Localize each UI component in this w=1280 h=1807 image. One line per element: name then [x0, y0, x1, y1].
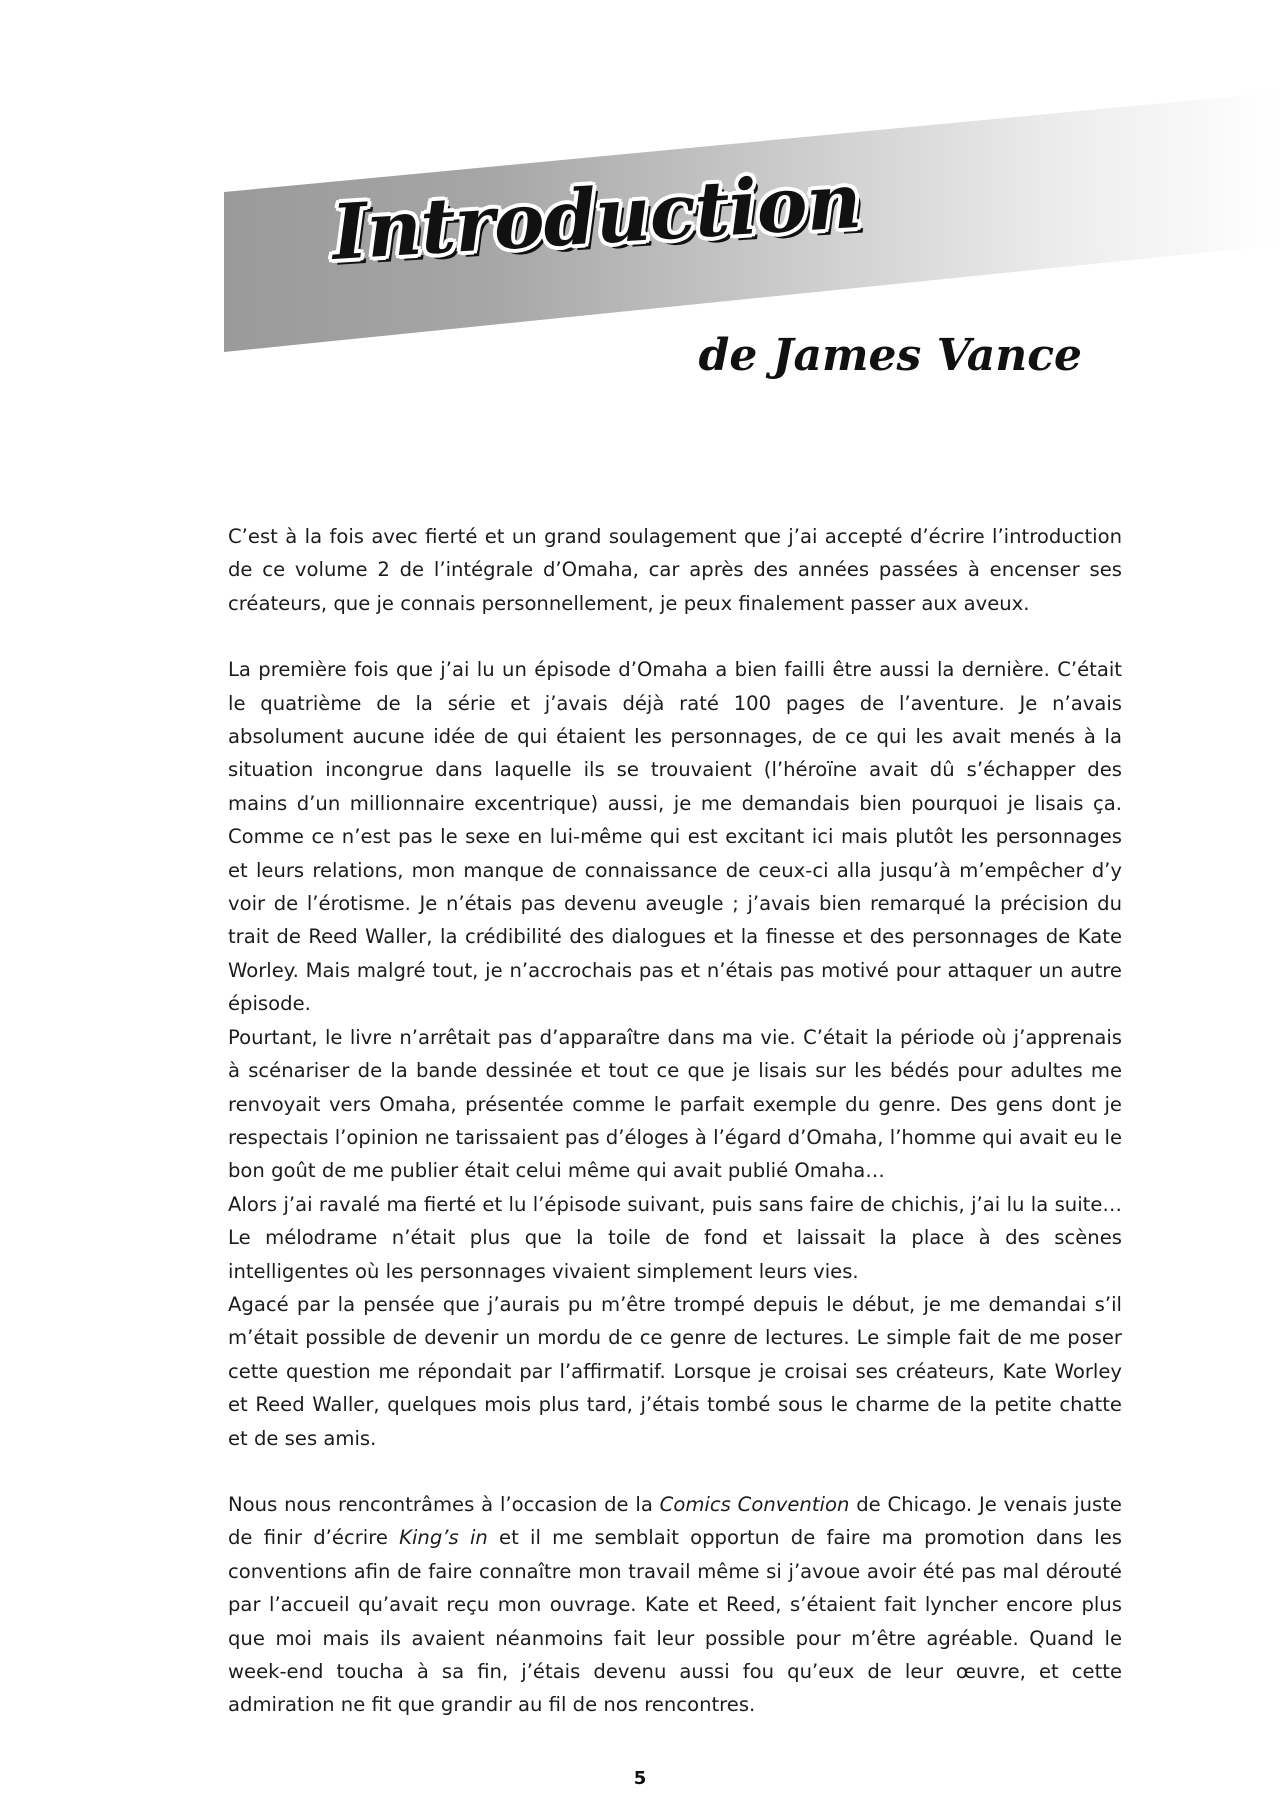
paragraph	[228, 520, 1122, 620]
paragraph-text: de Chicago. Je venais juste de finir d’écrire	[228, 1492, 1122, 1550]
page-number: 5	[633, 1768, 647, 1789]
paragraph	[228, 1288, 1122, 1455]
paragraph	[228, 653, 1122, 1020]
title-banner	[0, 0, 1280, 420]
author-byline: de James Vance	[698, 330, 1082, 381]
paragraph	[228, 1021, 1122, 1188]
paragraph-text: Alors j’ai ravalé ma fierté et lu l’épisode suivant, puis sans faire de chichis, j’ai lu la suite… Le mélodrame n’était plus que la toile de fond et laissait la place à des scènes intelligentes où les personnages vivaient simplement leurs vies.	[228, 1192, 1122, 1283]
paragraph-text: Agacé par la pensée que j’aurais pu m’être trompé depuis le début, je me demandai s’il m’était possible de devenir un mordu de ce genre de lectures. Le simple fait de me poser cette question me répondait par l’affirmatif. Lorsque je croisai ses créateurs, Kate Worley et Reed Waller, quelques mois plus tard, j’étais tombé sous le charme de la petite chatte et de ses amis.	[228, 1292, 1122, 1450]
paragraph-text: Nous nous rencontrâmes à l’occasion de la	[228, 1492, 660, 1516]
italic-title: Comics Convention	[659, 1492, 850, 1516]
paragraph	[228, 1488, 1122, 1722]
italic-title: King’s in	[399, 1526, 488, 1550]
chapter-title: Introduction	[329, 155, 863, 277]
paragraph	[228, 1188, 1122, 1288]
paragraph-text: C’est à la fois avec fierté et un grand soulagement que j’ai accepté d’écrire l’introduction de ce volume 2 de l’intégrale d’Omaha, car après des années passées à encenser ses créateurs, que je connais personnellement, je peux finalement passer aux aveux.	[228, 525, 1122, 615]
paragraph-text: La première fois que j’ai lu un épisode d’Omaha a bien failli être aussi la dernière. C’était le quatrième de la série et j’avais déjà raté 100 pages de l’aventure. Je n’avais absolument aucune idée de qui étaient les personnages, de ce qui les avait menés à la situation incongrue dans laquelle ils se trouvaient (l’héroïne avait dû s’échapper des mains d’un millionnaire excentrique) aussi, je me demandais bien pourquoi je lisais ça. Comme ce n’est pas le sexe en lui-même qui est excitant ici mais plutôt les personnages et leurs relations, mon manque de connaissance de ceux-ci alla jusqu’à m’empêcher d’y voir de l’érotisme. Je n’étais pas devenu aveugle ; j’avais bien remarqué la précision du trait de Reed Waller, la crédibilité des dialogues et la finesse et des personnages de Kate Worley. Mais malgré tout, je n’accrochais pas et n’étais pas motivé pour attaquer un autre épisode.	[228, 658, 1122, 1016]
paragraph-text: Pourtant, le livre n’arrêtait pas d’apparaître dans ma vie. C’était la période où j’apprenais à scénariser de la bande dessinée et tout ce que je lisais sur les bédés pour adultes me renvoyait vers Omaha, présentée comme le parfait exemple du genre. Des gens dont je respectais l’opinion ne tarissaient pas d’éloges à l’égard d’Omaha, l’homme qui avait eu le bon goût de me publier était celui même qui avait publié Omaha…	[228, 1025, 1122, 1183]
body-text	[228, 520, 1122, 1722]
paragraph-text: et il me semblait opportun de faire ma promotion dans les conventions afin de faire connaître mon travail même si j’avoue avoir été pas mal dérouté par l’accueil qu’avait reçu mon ouvrage. Kate et Reed, s’étaient fait lyncher encore plus que moi mais ils avaient néanmoins fait leur possible pour m’être agréable. Quand le week-end toucha à sa fin, j’étais devenu aussi fou qu’eux de leur œuvre, et cette admiration ne fit que grandir au fil de nos rencontres.	[228, 1526, 1122, 1717]
